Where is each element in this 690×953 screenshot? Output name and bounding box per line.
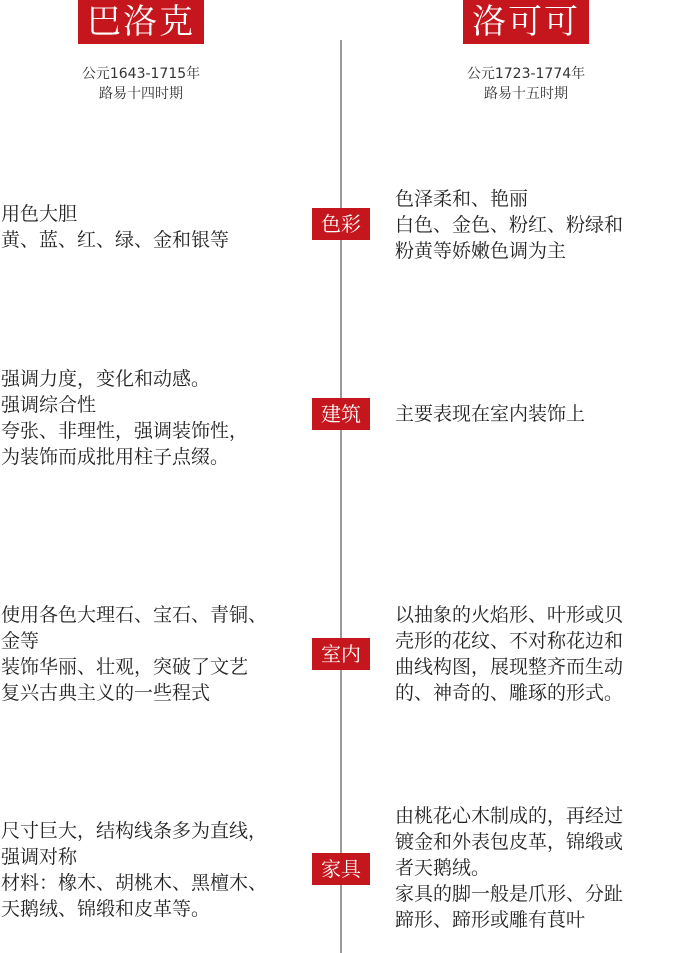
rococo-interior-text [395,602,687,706]
text-line: 者天鹅绒。 [395,857,491,879]
baroque-years: 公元1643-1715年 [81,66,201,82]
text-line: 天鹅绒、锦缎和皮革等。 [1,898,211,920]
text-line: 家具的脚一般是爪形、分趾 [395,883,624,905]
text-line: 尺寸巨大，结构线条多为直线， [1,820,268,842]
text-line: 粉黄等娇嫩色调为主 [395,240,567,262]
text-line: 使用各色大理石、宝石、青铜、 [1,604,268,626]
text-line: 复兴古典主义的一些程式 [1,682,211,704]
category-label-color: 色彩 [312,208,370,240]
text-line: 由桃花心木制成的，再经过 [395,805,624,827]
text-line: 蹄形、蹄形或雕有茛叶 [395,909,586,931]
baroque-reign: 路易十四时期 [99,86,183,102]
baroque-title: 巴洛克 [78,0,204,44]
baroque-color-text [1,201,307,253]
category-label-furniture: 家具 [312,853,370,885]
rococo-years: 公元1723-1774年 [466,66,586,82]
text-line: 强调力度，变化和动感。 [1,368,211,390]
text-line: 白色、金色、粉红、粉绿和 [395,214,624,236]
text-line: 材料：橡木、胡桃木、黑檀木、 [1,872,268,894]
rococo-title: 洛可可 [463,0,589,44]
text-line: 夸张、非理性，强调装饰性， [1,420,249,442]
text-line: 曲线构图，展现整齐而生动 [395,656,624,678]
rococo-color-text [395,186,687,264]
text-line: 黄、蓝、红、绿、金和银等 [1,229,230,251]
text-line: 色泽柔和、艳丽 [395,188,529,210]
category-label-architecture: 建筑 [312,398,370,430]
text-line: 以抽象的火焰形、叶形或贝 [395,604,624,626]
center-divider [340,40,342,953]
text-line: 强调综合性 [1,394,97,416]
rococo-furniture-text [395,803,687,933]
text-line: 的、神奇的、雕琢的形式。 [395,682,624,704]
rococo-reign: 路易十五时期 [484,86,568,102]
baroque-period [41,64,241,104]
text-line: 金等 [1,630,40,652]
text-line: 为装饰而成批用柱子点缀。 [1,446,230,468]
text-line: 用色大胆 [1,203,78,225]
baroque-architecture-text [1,366,307,470]
rococo-architecture-text [395,401,687,427]
text-line: 壳形的花纹、不对称花边和 [395,630,624,652]
text-line: 强调对称 [1,846,78,868]
text-line: 镀金和外表包皮革，锦缎或 [395,831,624,853]
rococo-period [426,64,626,104]
baroque-furniture-text [1,818,307,922]
baroque-interior-text [1,602,307,706]
text-line: 装饰华丽、壮观，突破了文艺 [1,656,249,678]
text-line: 主要表现在室内装饰上 [395,403,586,425]
category-label-interior: 室内 [312,638,370,670]
